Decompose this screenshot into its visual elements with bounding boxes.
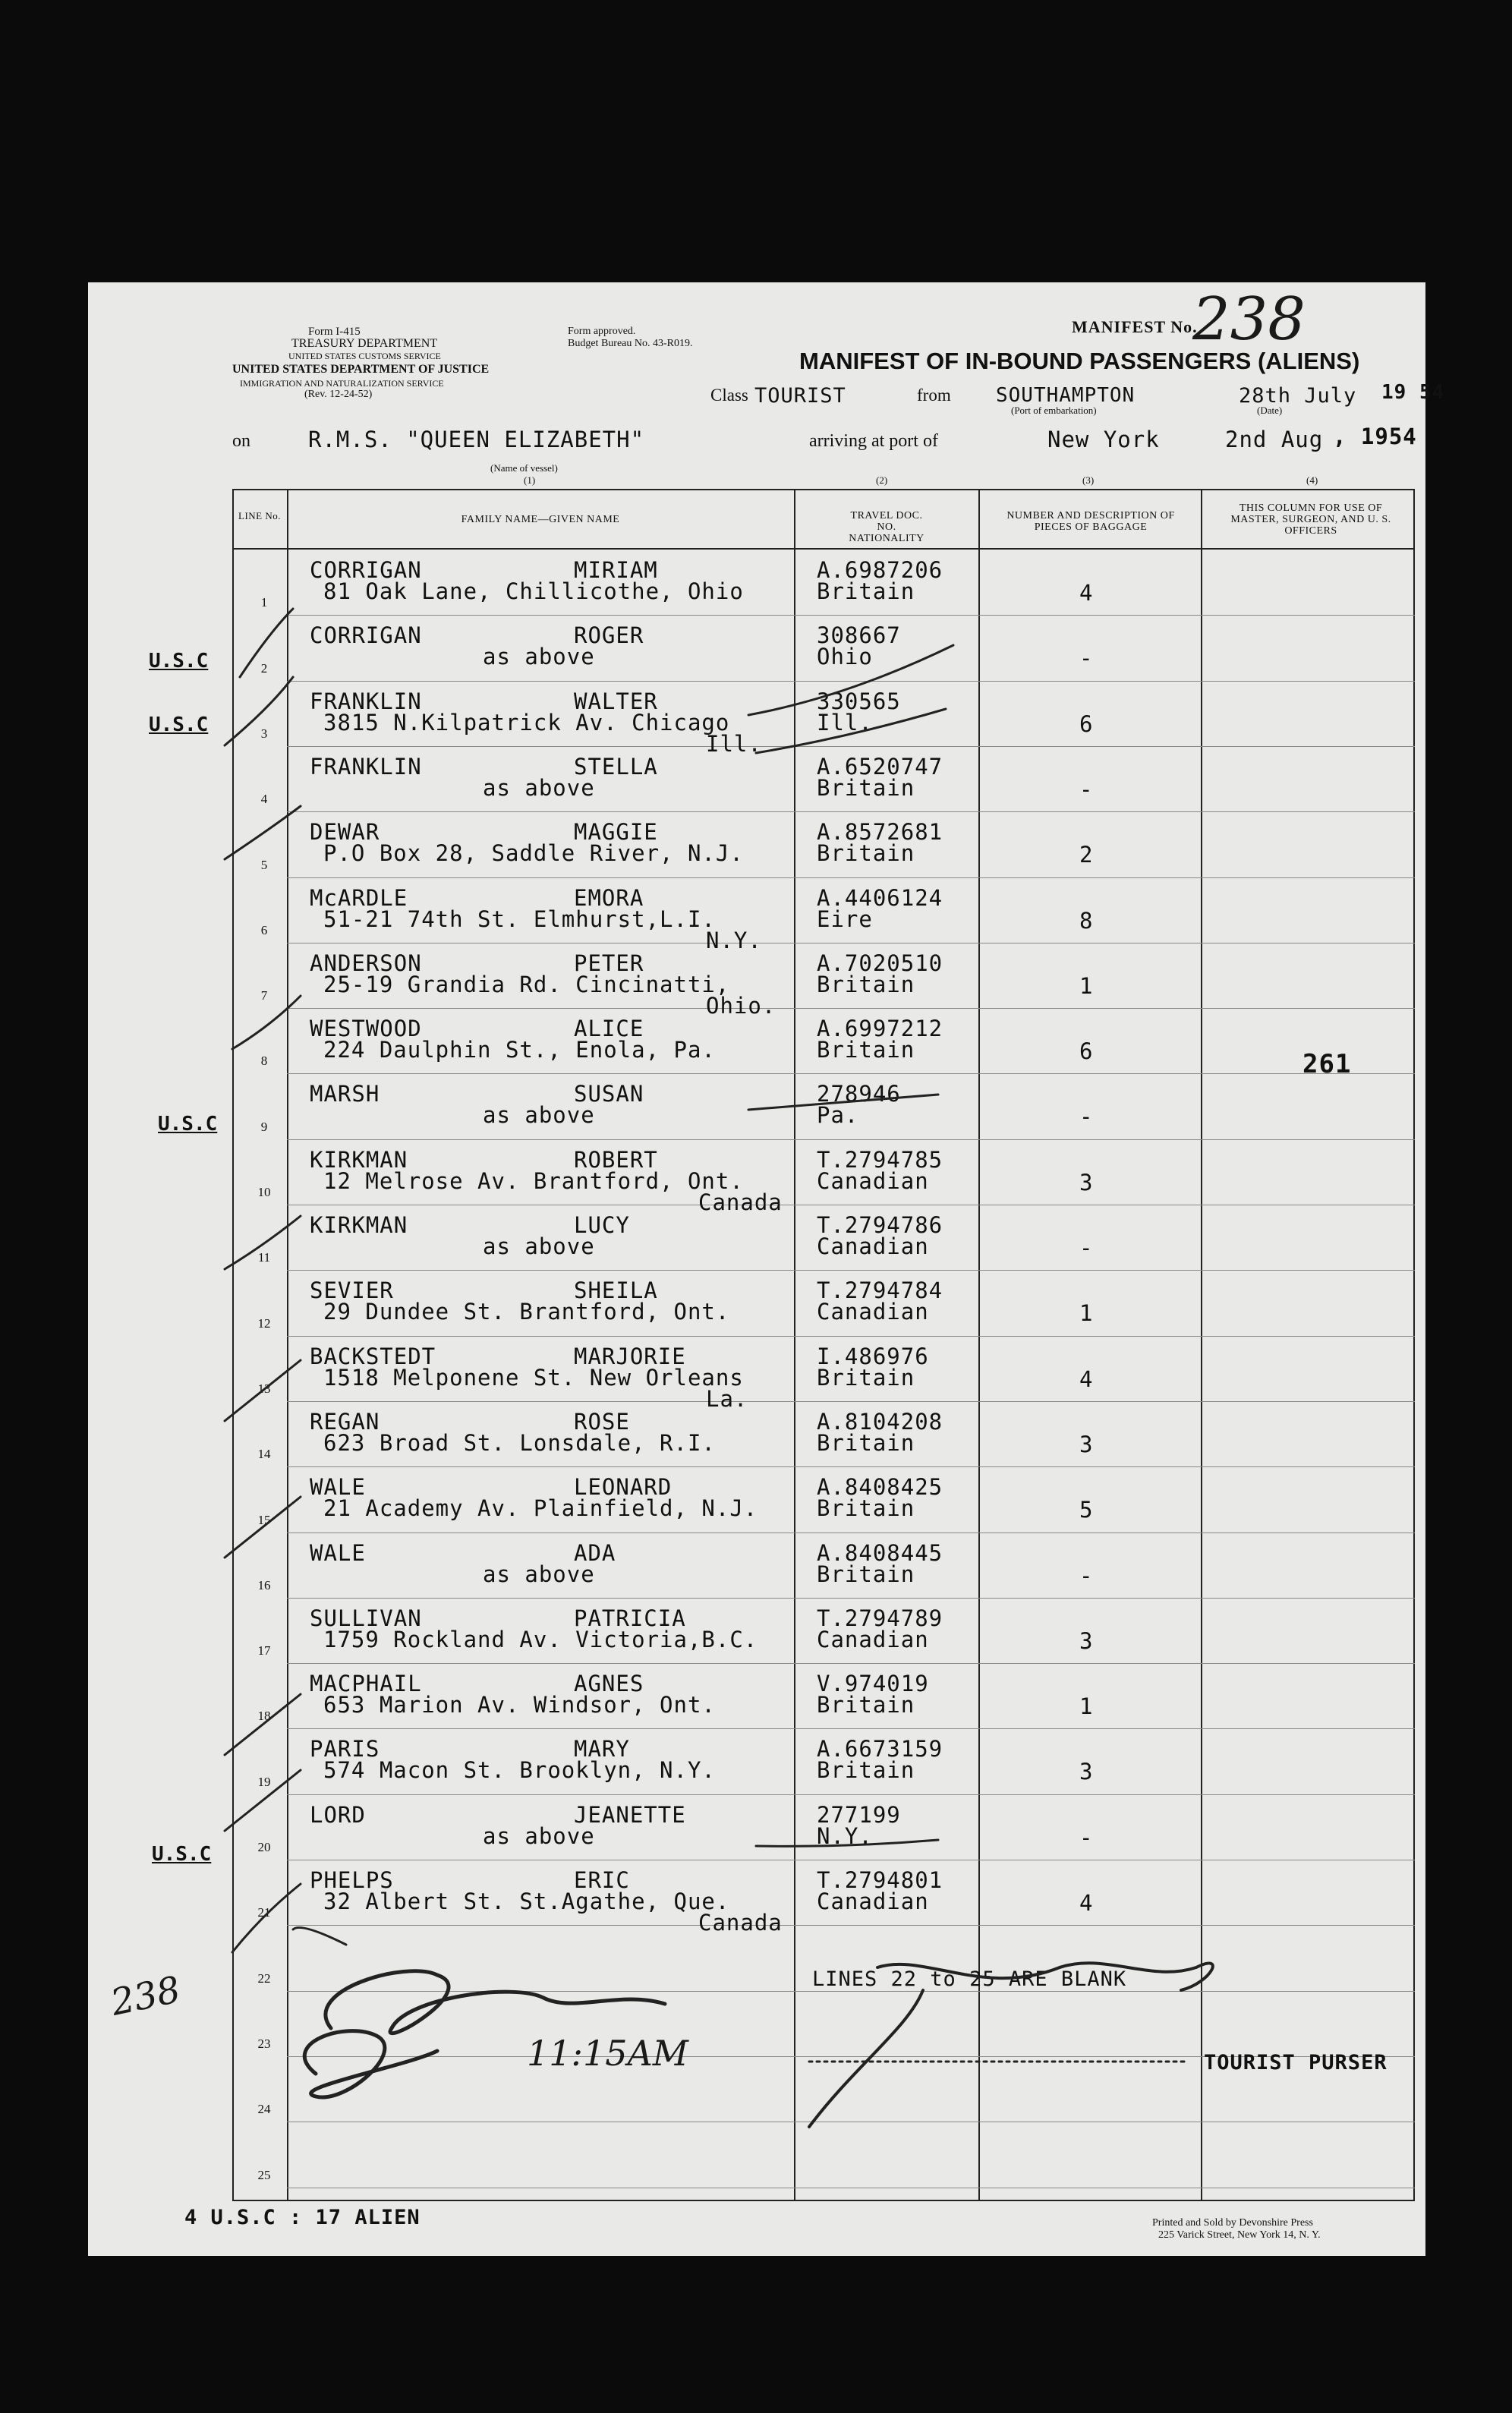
nationality: Pa. (817, 1102, 859, 1129)
usc-stamp: U.S.C (152, 1843, 212, 1866)
arrival-port: New York (1047, 427, 1160, 452)
address: 12 Melrose Av. Brantford, Ont. (323, 1167, 744, 1194)
baggage-count: - (1079, 776, 1094, 802)
form-number: Form I-415 (308, 326, 361, 338)
ins-service: IMMIGRATION AND NATURALIZATION SERVICE (240, 378, 444, 389)
baggage-count: 1 (1079, 1693, 1094, 1720)
nationality: Britain (817, 840, 915, 867)
address: as above (483, 644, 595, 670)
page-title: MANIFEST OF IN-BOUND PASSENGERS (ALIENS) (799, 348, 1360, 374)
given-name: MIRIAM (574, 557, 658, 583)
side-number: 238 (107, 1968, 184, 2024)
purser-title: TOURIST PURSER (1204, 2051, 1388, 2074)
travel-doc-number: A.8572681 (817, 819, 943, 846)
line-number: 4 (260, 792, 268, 807)
line-number: 2 (260, 660, 268, 676)
customs-service: UNITED STATES CUSTOMS SERVICE (288, 351, 441, 361)
baggage-count: 8 (1079, 907, 1094, 934)
travel-doc-number: 330565 (817, 688, 901, 714)
col-header-line-no: LINE No. (238, 510, 281, 521)
line-number: 20 (257, 1840, 271, 1854)
line-number: 1 (260, 595, 268, 610)
line-number: 6 (260, 922, 268, 937)
travel-doc-number: V.974019 (817, 1671, 929, 1697)
travel-doc-number: T.2794785 (817, 1146, 943, 1173)
address: 623 Broad St. Lonsdale, R.I. (323, 1429, 716, 1456)
col-4-caption: (4) (1306, 474, 1318, 486)
address: as above (483, 1233, 595, 1259)
baggage-count: 1 (1079, 1300, 1094, 1327)
given-name: EMORA (574, 884, 644, 911)
travel-doc-number: A.4406124 (817, 884, 943, 911)
family-name: FRANKLIN (310, 688, 422, 714)
family-name: CORRIGAN (310, 557, 422, 583)
given-name: AGNES (574, 1671, 644, 1697)
given-name: LEONARD (574, 1474, 673, 1501)
family-name: WALE (310, 1539, 366, 1566)
line-number: 7 (260, 988, 268, 1003)
address-continued: Ohio. (706, 992, 776, 1019)
port-of-embarkation: SOUTHAMPTON (996, 384, 1136, 407)
family-name: SULLIVAN (310, 1605, 422, 1631)
travel-doc-number: 277199 (817, 1801, 901, 1828)
address-continued: Ill. (706, 730, 762, 757)
family-name: ANDERSON (310, 950, 422, 976)
baggage-count: 6 (1079, 710, 1094, 737)
address: as above (483, 1561, 595, 1587)
address: 574 Macon St. Brooklyn, N.Y. (323, 1757, 716, 1784)
line-number: 10 (257, 1185, 271, 1199)
baggage-count: - (1079, 1104, 1094, 1130)
address: as above (483, 1102, 595, 1129)
baggage-count: - (1079, 645, 1094, 672)
nationality: Britain (817, 1561, 915, 1587)
given-name: PATRICIA (574, 1605, 686, 1631)
given-name: SHEILA (574, 1277, 658, 1304)
col-1-caption: (1) (524, 474, 536, 486)
given-name: SUSAN (574, 1081, 644, 1107)
nationality: Britain (817, 971, 915, 997)
given-name: LUCY (574, 1212, 630, 1238)
given-name: ADA (574, 1539, 616, 1566)
form-approved: Form approved. (568, 326, 636, 337)
given-name: ROSE (574, 1408, 630, 1435)
date-caption: (Date) (1257, 405, 1283, 416)
line-number: 15 (257, 1512, 271, 1527)
col-3-caption: (3) (1082, 474, 1095, 486)
family-name: KIRKMAN (310, 1212, 408, 1238)
travel-doc-number: A.6997212 (817, 1016, 943, 1042)
arrival-date: 2nd Aug (1225, 427, 1324, 452)
line-number: 13 (257, 1381, 271, 1396)
family-name: DEWAR (310, 819, 380, 846)
line-number: 14 (257, 1447, 271, 1462)
col-header-officers: THIS COLUMN FOR USE OF MASTER, SURGEON, AND U. S. OFFICERS (1230, 502, 1391, 537)
nationality: Canadian (817, 1299, 929, 1325)
travel-doc-number: A.7020510 (817, 950, 943, 976)
manifest-number: 238 (1192, 285, 1306, 354)
address: P.O Box 28, Saddle River, N.J. (323, 840, 744, 867)
address: 51-21 74th St. Elmhurst,L.I. (323, 906, 716, 932)
family-name: McARDLE (310, 884, 408, 911)
address: 32 Albert St. St.Agathe, Que. (323, 1889, 730, 1914)
travel-doc-number: 308667 (817, 622, 901, 649)
budget-bureau: Budget Bureau No. 43-R019. (568, 338, 693, 349)
vessel-caption: (Name of vessel) (490, 462, 558, 474)
nationality: Canadian (817, 1626, 929, 1652)
travel-doc-number: A.8408425 (817, 1474, 943, 1501)
nationality: Britain (817, 1692, 915, 1718)
address-continued: N.Y. (706, 927, 762, 953)
address-continued: Canada (698, 1189, 783, 1215)
departure-date: 28th July (1239, 384, 1357, 408)
line-number: 22 (257, 1970, 271, 1986)
travel-doc-number: T.2794786 (817, 1212, 943, 1238)
baggage-count: 3 (1079, 1431, 1094, 1457)
address: 81 Oak Lane, Chillicothe, Ohio (323, 578, 744, 604)
baggage-count: 3 (1079, 1169, 1094, 1195)
given-name: JEANETTE (574, 1801, 686, 1828)
family-name: SEVIER (310, 1277, 394, 1304)
given-name: MARY (574, 1736, 630, 1762)
line-number: 23 (257, 2036, 271, 2051)
footer-summary: 4 U.S.C : 17 ALIEN (184, 2206, 421, 2229)
line-number: 5 (260, 857, 268, 872)
col-header-travel-doc: TRAVEL DOC. NO. NATIONALITY (849, 510, 925, 544)
given-name: ROGER (574, 622, 644, 649)
baggage-count: 1 (1079, 972, 1094, 999)
handwritten-marks (88, 282, 1425, 2256)
treasury-dept: TREASURY DEPARTMENT (291, 337, 438, 350)
line-number: 17 (257, 1643, 271, 1659)
class-value: TOURIST (754, 384, 846, 408)
travel-doc-number: T.2794801 (817, 1867, 943, 1893)
officer-note: 261 (1303, 1049, 1352, 1079)
baggage-count: 4 (1079, 580, 1094, 606)
line-number: 9 (260, 1119, 268, 1134)
nationality: Canadian (817, 1167, 929, 1194)
travel-doc-number: A.8104208 (817, 1408, 943, 1435)
nationality: N.Y. (817, 1822, 873, 1849)
address: 25-19 Grandia Rd. Cincinatti, (323, 971, 730, 997)
nationality: Britain (817, 1495, 915, 1522)
address: as above (483, 774, 595, 801)
nationality: Eire (817, 906, 873, 932)
given-name: MARJORIE (574, 1343, 686, 1369)
family-name: FRANKLIN (310, 753, 422, 780)
line-number: 19 (257, 1774, 271, 1789)
nationality: Britain (817, 1037, 915, 1063)
given-name: WALTER (574, 688, 658, 714)
address-continued: Canada (698, 1910, 783, 1936)
address-continued: La. (706, 1385, 748, 1412)
printer-line-1: Printed and Sold by Devonshire Press (1152, 2217, 1313, 2229)
manifest-page (88, 282, 1445, 2256)
address: as above (483, 1822, 595, 1849)
family-name: REGAN (310, 1408, 380, 1435)
travel-doc-number: A.6520747 (817, 753, 943, 780)
given-name: PETER (574, 950, 644, 976)
family-name: BACKSTEDT (310, 1343, 436, 1369)
line-number: 21 (257, 1905, 271, 1920)
justice-dept: UNITED STATES DEPARTMENT OF JUSTICE (232, 363, 490, 376)
manifest-label: MANIFEST No. (1072, 317, 1198, 336)
given-name: MAGGIE (574, 819, 658, 846)
nationality: Canadian (817, 1233, 929, 1259)
address: 224 Daulphin St., Enola, Pa. (323, 1037, 716, 1063)
printer-line-2: 225 Varick Street, New York 14, N. Y. (1158, 2229, 1321, 2241)
nationality: Britain (817, 774, 915, 801)
address: 3815 N.Kilpatrick Av. Chicago (323, 709, 730, 736)
baggage-count: - (1079, 1235, 1094, 1261)
departure-year: 19 54 (1381, 381, 1445, 404)
travel-doc-number: A.8408445 (817, 1539, 943, 1566)
given-name: STELLA (574, 753, 658, 780)
given-name: ALICE (574, 1016, 644, 1042)
line-number: 18 (257, 1709, 271, 1724)
address: 1518 Melponene St. New Orleans (323, 1364, 744, 1391)
baggage-count: 5 (1079, 1497, 1094, 1523)
on-label: on (232, 431, 250, 451)
nationality: Britain (817, 578, 915, 604)
address: 29 Dundee St. Brantford, Ont. (323, 1299, 730, 1325)
line-number: 16 (257, 1577, 271, 1592)
col-2-caption: (2) (876, 474, 888, 486)
baggage-count: 2 (1079, 842, 1094, 868)
family-name: PHELPS (310, 1867, 394, 1893)
address: 653 Marion Av. Windsor, Ont. (323, 1692, 716, 1718)
revision: (Rev. 12-24-52) (304, 389, 373, 400)
given-name: ROBERT (574, 1146, 658, 1173)
travel-doc-number: 278946 (817, 1081, 901, 1107)
travel-doc-number: A.6673159 (817, 1736, 943, 1762)
vessel-name: R.M.S. "QUEEN ELIZABETH" (308, 427, 645, 452)
family-name: PARIS (310, 1736, 380, 1762)
baggage-count: 3 (1079, 1627, 1094, 1654)
travel-doc-number: I.486976 (817, 1343, 929, 1369)
col-header-name: FAMILY NAME—GIVEN NAME (461, 514, 620, 525)
blank-lines-note: LINES 22 to 25 ARE BLANK (812, 1967, 1127, 1991)
line-number: 11 (257, 1250, 271, 1265)
baggage-count: 4 (1079, 1366, 1094, 1392)
port-caption: (Port of embarkation) (1011, 405, 1097, 416)
travel-doc-number: T.2794789 (817, 1605, 943, 1631)
arriving-label: arriving at port of (809, 431, 938, 451)
address: 21 Academy Av. Plainfield, N.J. (323, 1495, 758, 1522)
nationality: Britain (817, 1429, 915, 1456)
given-name: ERIC (574, 1867, 630, 1893)
line-number: 24 (257, 2102, 271, 2117)
family-name: CORRIGAN (310, 622, 422, 649)
nationality: Ohio (817, 644, 873, 670)
travel-doc-number: T.2794784 (817, 1277, 943, 1304)
arrival-year: , 1954 (1333, 424, 1417, 449)
address: 1759 Rockland Av. Victoria,B.C. (323, 1626, 758, 1652)
family-name: MACPHAIL (310, 1671, 422, 1697)
from-label: from (917, 386, 951, 405)
usc-stamp: U.S.C (158, 1113, 218, 1136)
family-name: KIRKMAN (310, 1146, 408, 1173)
nationality: Canadian (817, 1889, 929, 1914)
baggage-count: 4 (1079, 1890, 1094, 1916)
usc-stamp: U.S.C (149, 714, 209, 736)
line-number: 25 (257, 2167, 271, 2182)
family-name: LORD (310, 1801, 366, 1828)
baggage-count: - (1079, 1824, 1094, 1851)
line-number: 12 (257, 1315, 271, 1331)
class-label: Class (710, 386, 748, 405)
time-note: 11:15AM (527, 2033, 688, 2074)
usc-stamp: U.S.C (149, 650, 209, 673)
baggage-count: 6 (1079, 1038, 1094, 1065)
nationality: Ill. (817, 709, 873, 736)
baggage-count: - (1079, 1562, 1094, 1589)
col-header-baggage: NUMBER AND DESCRIPTION OF PIECES OF BAGGAGE (1006, 510, 1175, 533)
nationality: Britain (817, 1757, 915, 1784)
line-number: 3 (260, 726, 268, 741)
baggage-count: 3 (1079, 1759, 1094, 1785)
family-name: WESTWOOD (310, 1016, 422, 1042)
nationality: Britain (817, 1364, 915, 1391)
travel-doc-number: A.6987206 (817, 557, 943, 583)
line-number: 8 (260, 1054, 268, 1069)
family-name: WALE (310, 1474, 366, 1501)
family-name: MARSH (310, 1081, 380, 1107)
